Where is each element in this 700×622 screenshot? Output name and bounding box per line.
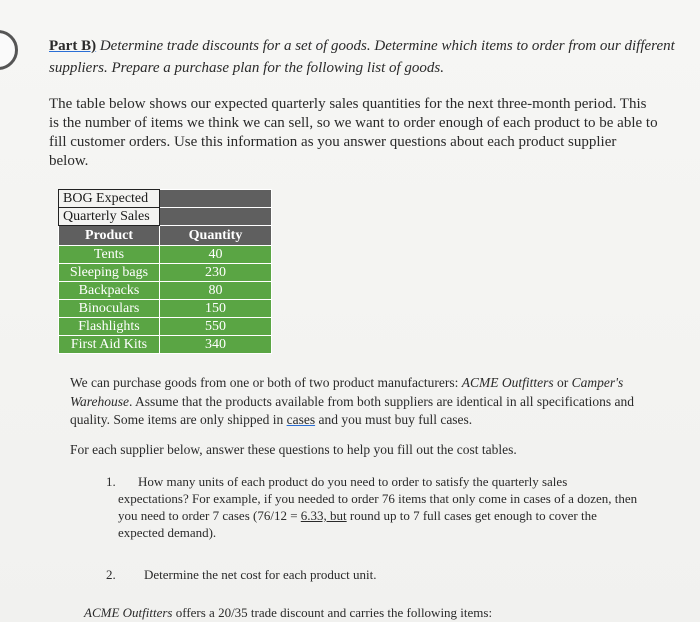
col-header-quantity: Quantity	[160, 226, 272, 246]
question-1: 1. How many units of each product do you need to order to satisfy the quarterly sales expectations? For example, if you needed to order 76 items that only come in cases of a dozen, then you need to order 7 cases (76/12 = 6.33, but round up to 7 full cases get enough to cover the expected demand).	[106, 474, 638, 540]
product-cell: Tents	[59, 246, 160, 264]
quantity-cell: 80	[160, 282, 272, 300]
acme-name: ACME Outfitters	[461, 375, 554, 390]
acme-offer-line: ACME Outfitters offers a 20/35 trade discount and carries the following items:	[84, 605, 493, 620]
table-row	[59, 300, 272, 318]
quantity-cell: 40	[160, 246, 272, 264]
quantity-cell: 340	[160, 336, 272, 354]
table-row	[59, 264, 272, 282]
product-cell: Binoculars	[59, 300, 160, 318]
sales-table	[58, 189, 272, 354]
intro-paragraph: The table below shows our expected quarterly sales quantities for the next three-month period. This is the number of items we think we can sell, so we want to order enough of each product to be able to fill customer orders. Use this information as you answer questions about each product supplier below.	[49, 96, 658, 169]
quantity-cell: 150	[160, 300, 272, 318]
instructions-paragraph: For each supplier below, answer these questions to help you fill out the cost tables.	[70, 442, 517, 457]
table-row	[59, 336, 272, 354]
heading-text: Determine trade discounts for a set of goods. Determine which items to order from our different suppliers. Prepare a purchase plan for the following list of goods.	[49, 38, 675, 76]
product-cell: Sleeping bags	[59, 264, 160, 282]
table-row	[59, 246, 272, 264]
question-2: 2. Determine the net cost for each product unit.	[106, 567, 377, 582]
table-caption-line1: BOG Expected	[59, 190, 160, 208]
part-label: Part B)	[49, 38, 97, 54]
product-cell: Backpacks	[59, 282, 160, 300]
campers-name: Camper's Warehouse	[70, 375, 624, 409]
suppliers-paragraph: We can purchase goods from one or both of two product manufacturers: ACME Outfitters or Camper's Warehouse. Assume that the products available from both suppliers are identical in all specifications and quality. Some items are only shipped in cases and you must buy full cases.	[70, 375, 634, 427]
part-b-heading	[49, 35, 679, 79]
product-cell: First Aid Kits	[59, 336, 160, 354]
cases-word: cases	[286, 412, 316, 427]
table-row	[59, 282, 272, 300]
col-header-product: Product	[59, 226, 160, 246]
question-number: 1.	[106, 474, 116, 489]
product-cell: Flashlights	[59, 318, 160, 336]
question-number: 2.	[106, 567, 116, 582]
quantity-cell: 230	[160, 264, 272, 282]
table-caption-line2: Quarterly Sales	[59, 208, 160, 226]
table-row	[59, 318, 272, 336]
circle-icon	[0, 30, 18, 70]
quantity-cell: 550	[160, 318, 272, 336]
